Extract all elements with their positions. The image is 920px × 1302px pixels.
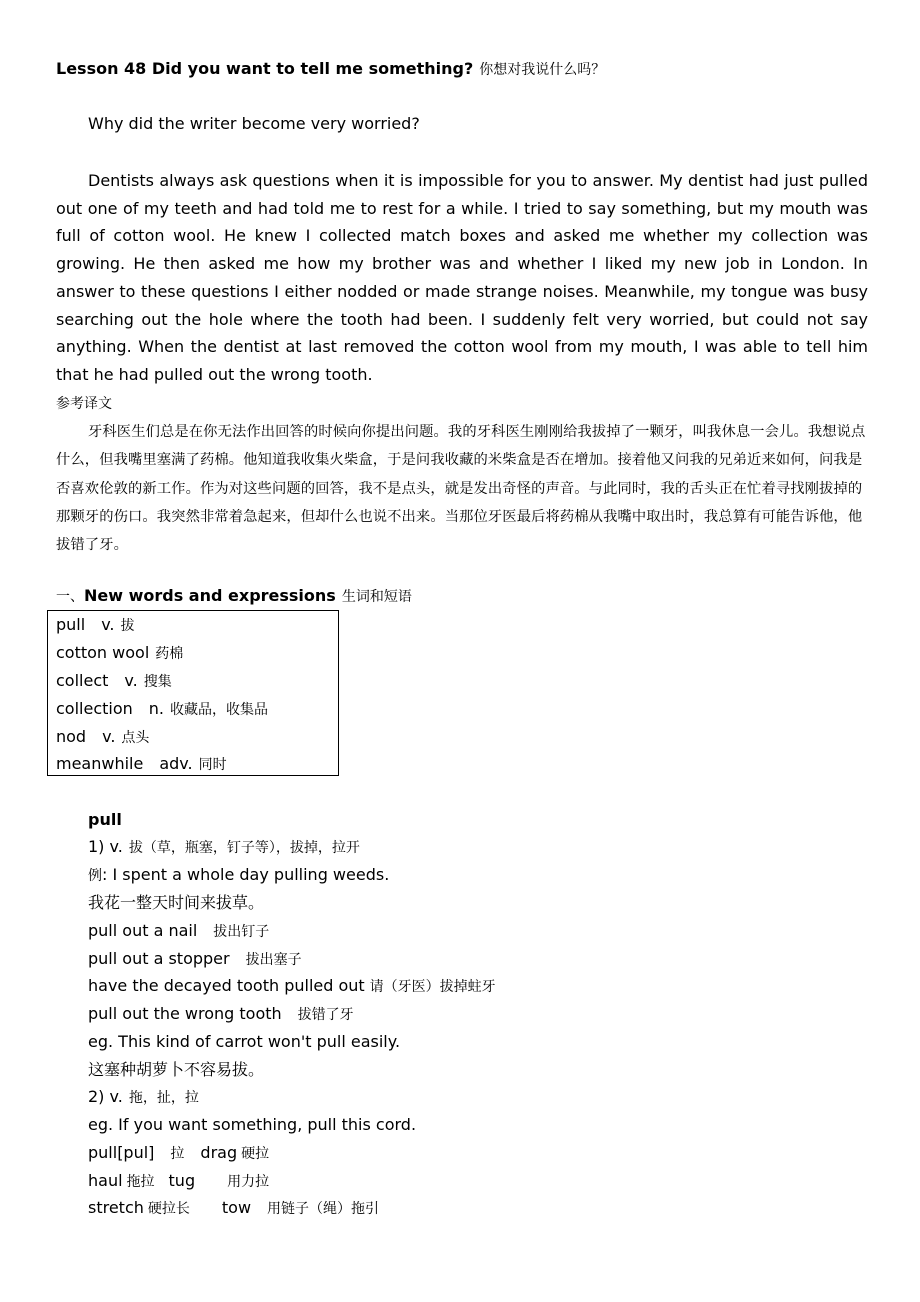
synonym-en: tug (168, 1171, 196, 1190)
section-heading (56, 586, 412, 606)
vocabulary-box (47, 610, 339, 776)
section-heading-cn: 生词和短语 (341, 589, 412, 605)
example-prefix: 例 (88, 868, 102, 884)
vocab-item (56, 726, 149, 748)
synonym-cn: 用链子（绳）拖引 (267, 1201, 380, 1217)
lesson-question: Why did the writer become very worried? (88, 114, 420, 133)
vocab-item (56, 698, 268, 720)
phrase-cn: 请（牙医）拔掉蛀牙 (369, 979, 496, 995)
synonym-en: tow (221, 1198, 252, 1217)
phrase-en: pull out a nail (88, 921, 198, 940)
synonym-cn: 硬拉长 (147, 1201, 190, 1217)
notes-phrase-1 (88, 920, 269, 942)
lesson-title-en: Lesson 48 Did you want to tell me something? (56, 59, 474, 78)
synonym-en: haul (88, 1171, 123, 1190)
vocab-word: cotton wool (56, 643, 150, 662)
synonym-cn: 拉 (170, 1146, 185, 1162)
vocab-word: collection (56, 699, 133, 718)
vocab-item (56, 753, 227, 775)
notes-example-1-cn: 我花一整天时间来拔草。 (88, 893, 265, 912)
vocab-meaning: 点头 (121, 730, 150, 746)
vocab-item (56, 642, 183, 664)
synonym-en: pull[pul] (88, 1143, 155, 1162)
sense-meaning: 拖，扯，拉 (128, 1090, 199, 1106)
vocab-pos: v. (102, 727, 116, 746)
sense-meaning: 拔（草，瓶塞，钉子等），拔掉，拉开 (128, 840, 360, 856)
notes-sense-1 (88, 836, 360, 858)
vocab-pos: adv. (159, 754, 193, 773)
phrase-en: pull out the wrong tooth (88, 1004, 282, 1023)
notes-example-2-cn: 这塞种胡萝卜不容易拔。 (88, 1060, 265, 1079)
notes-sense-2 (88, 1086, 199, 1108)
vocab-word: meanwhile (56, 754, 144, 773)
notes-phrase-3 (88, 975, 496, 997)
vocab-word: collect (56, 671, 109, 690)
vocab-item (56, 614, 135, 636)
synonym-cn: 拖拉 (126, 1174, 155, 1190)
phrase-en: pull out a stopper (88, 949, 230, 968)
notes-synonyms-2 (88, 1170, 269, 1192)
notes-example-2: eg. This kind of carrot won't pull easily. (88, 1032, 401, 1051)
phrase-cn: 拔出钉子 (213, 924, 270, 940)
notes-phrase-4 (88, 1003, 354, 1025)
synonym-cn: 硬拉 (241, 1146, 270, 1162)
sense-number: 2) v. (88, 1087, 123, 1106)
phrase-en: have the decayed tooth pulled out (88, 976, 365, 995)
example-text: : I spent a whole day pulling weeds. (102, 865, 390, 884)
sense-number: 1) v. (88, 837, 123, 856)
vocab-pos: n. (148, 699, 164, 718)
notes-synonyms-1 (88, 1142, 269, 1164)
synonym-en: drag (200, 1143, 238, 1162)
lesson-title-cn: 你想对我说什么吗？ (479, 62, 606, 78)
notes-phrase-2 (88, 948, 302, 970)
section-heading-en: New words and expressions (84, 586, 336, 605)
vocab-pos: v. (101, 615, 115, 634)
vocab-word: pull (56, 615, 86, 634)
vocab-meaning: 同时 (198, 757, 227, 773)
vocab-meaning: 收藏品，收集品 (170, 702, 268, 718)
vocab-meaning: 药棉 (155, 646, 184, 662)
vocab-item (56, 670, 172, 692)
notes-heading: pull (88, 810, 122, 829)
notes-synonyms-3 (88, 1197, 379, 1219)
synonym-en: stretch (88, 1198, 144, 1217)
notes-example-3: eg. If you want something, pull this cord. (88, 1115, 417, 1134)
vocab-meaning: 搜集 (143, 674, 172, 690)
section-prefix: 一、 (56, 589, 84, 605)
vocab-word: nod (56, 727, 87, 746)
notes-example-1 (88, 864, 389, 886)
vocab-pos: v. (124, 671, 138, 690)
reference-translation: 牙科医生们总是在你无法作出回答的时候向你提出问题。我的牙科医生刚刚给我拔掉了一颗牙，叫我休息一会儿。我想说点什么，但我嘴里塞满了药棉。他知道我收集火柴盒，于是问我收藏的米柴盒是否在增加。接着他又问我的兄弟近来如何，问我是否喜欢伦敦的新工作。作为对这些问题的回答，我不是点头，就是发出奇怪的声音。与此同时，我的舌头正在忙着寻找刚拔掉的那颗牙的伤口。我突然非常着急起来，但却什么也说不出来。当那位牙医最后将药棉从我嘴中取出时，我总算有可能告诉他，他拔错了牙。 (56, 424, 866, 554)
lesson-title (56, 59, 605, 79)
reference-translation-label: 参考译文 (56, 396, 112, 412)
synonym-cn: 用力拉 (227, 1174, 270, 1190)
phrase-cn: 拔错了牙 (297, 1007, 354, 1023)
phrase-cn: 拔出塞子 (245, 952, 302, 968)
lesson-passage: Dentists always ask questions when it is impossible for you to answer. My dentist had just pulled out one of my teeth and had told me to rest for a while. I tried to say something, but my mouth was full of cotton wool. He knew I collected match boxes and asked me whether my collection was growing. He then asked me how my brother was and whether I liked my new job in London. In answer to these questions I either nodded or made strange noises. Meanwhile, my tongue was busy searching out the hole where the tooth had been. I suddenly felt very worried, but could not say anything. When the dentist at last removed the cotton wool from my mouth, I was able to tell him that he had pulled out the wrong tooth. (56, 171, 868, 384)
vocab-meaning: 拔 (120, 618, 135, 634)
